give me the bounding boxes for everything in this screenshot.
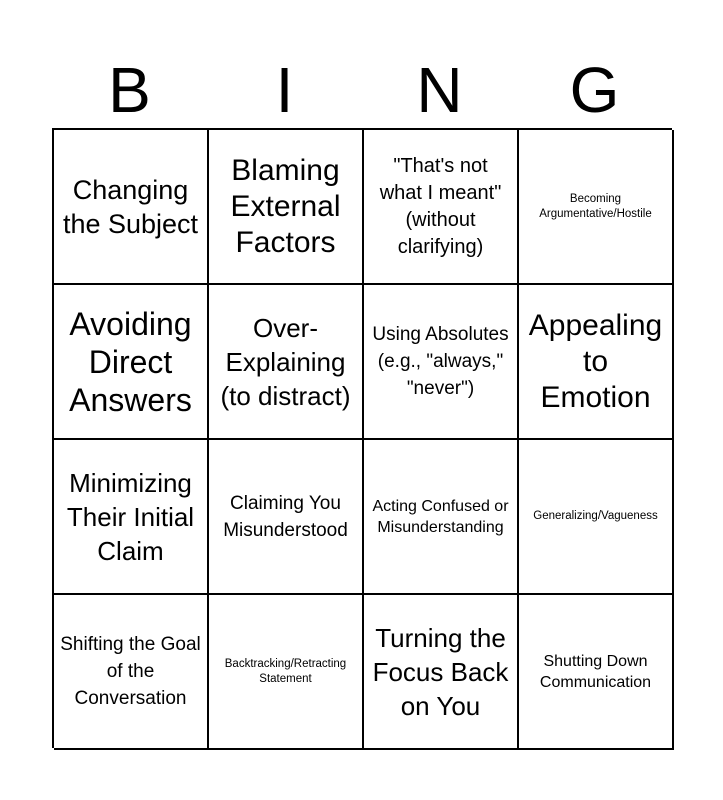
bingo-cell[interactable]	[209, 595, 364, 750]
header-letter-g: G	[569, 54, 620, 126]
bingo-cell[interactable]	[209, 440, 364, 595]
bingo-cell-text: Appealing to Emotion	[528, 308, 663, 414]
header-letter-i: I	[275, 54, 294, 126]
bingo-cell-text: Becoming Argumentative/Hostile	[539, 192, 652, 220]
bingo-cell[interactable]	[519, 130, 674, 285]
bingo-cell-text: Backtracking/Retracting Statement	[224, 657, 347, 685]
bingo-cell[interactable]	[519, 595, 674, 750]
bingo-cell[interactable]	[54, 595, 209, 750]
header-letter-b: B	[108, 54, 151, 126]
bingo-cell-text: Minimizing Their Initial Claim	[66, 467, 195, 566]
bingo-cell[interactable]	[364, 440, 519, 595]
bingo-cell-text: Turning the Focus Back on You	[372, 622, 509, 721]
bingo-cell[interactable]	[54, 285, 209, 440]
bingo-cell[interactable]	[364, 130, 519, 285]
header-letter-n: N	[416, 54, 463, 126]
bingo-cell[interactable]	[209, 285, 364, 440]
bingo-cell[interactable]	[209, 130, 364, 285]
bingo-cell[interactable]	[519, 285, 674, 440]
bingo-cell-text: Changing the Subject	[62, 174, 199, 239]
bingo-cell-text: Acting Confused or Misunderstanding	[372, 497, 509, 536]
bingo-cell-text: Avoiding Direct Answers	[69, 305, 192, 418]
bingo-cell[interactable]	[364, 595, 519, 750]
bingo-cell-text: Shifting the Goal of the Conversation	[60, 634, 201, 709]
bingo-card-grid	[52, 128, 672, 748]
bingo-cell-text: Generalizing/Vagueness	[533, 510, 658, 522]
bingo-cell-text: Claiming You Misunderstood	[223, 492, 348, 541]
bingo-cell-text: Over-Explaining (to distract)	[220, 312, 351, 411]
bingo-cell-text: "That's not what I meant" (without clarifying)	[379, 154, 502, 258]
bingo-cell-text: Shutting Down Communication	[539, 652, 652, 691]
bingo-header	[52, 52, 672, 128]
bingo-cell[interactable]	[54, 130, 209, 285]
bingo-cell-text: Using Absolutes (e.g., "always," "never")	[372, 324, 509, 399]
bingo-cell-text: Blaming External Factors	[230, 153, 341, 259]
bingo-cell[interactable]	[54, 440, 209, 595]
bingo-cell[interactable]	[364, 285, 519, 440]
bingo-cell[interactable]	[519, 440, 674, 595]
